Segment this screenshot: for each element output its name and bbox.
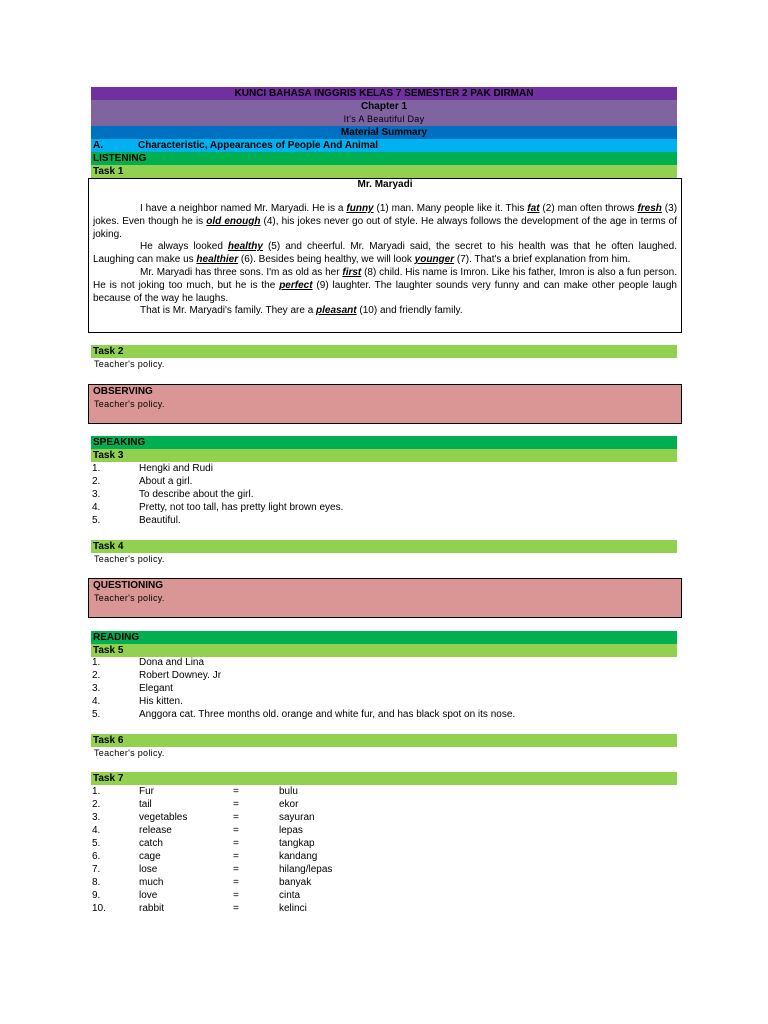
item-number: 9.	[92, 890, 101, 901]
observing-box	[88, 384, 682, 424]
text: (9) laughter. The laughter sounds very funny and can make other people laugh because of the way he laughs.	[93, 279, 677, 304]
meaning: hilang/lepas	[279, 864, 333, 875]
answer-10: pleasant	[316, 305, 357, 316]
item-number: 2.	[92, 476, 101, 487]
questioning-text: Teacher's policy.	[94, 593, 165, 603]
text: (4), his jokes never go out of style. He always follows the development of the age in terms of joking.	[93, 215, 677, 240]
item-number: 1.	[92, 657, 101, 668]
item-number: 3.	[92, 489, 101, 500]
questioning-heading: QUESTIONING	[93, 580, 164, 591]
word: love	[139, 890, 158, 901]
word: cage	[139, 851, 161, 862]
task-1-heading: Task 1	[91, 165, 677, 178]
text: Mr. Maryadi has three sons. I'm as old as her	[140, 267, 343, 278]
answer-7: younger	[414, 253, 455, 265]
item-number: 5.	[92, 838, 101, 849]
text: (3) jokes. Even though he is	[93, 203, 678, 227]
item-text: Robert Downey. Jr	[139, 670, 222, 681]
text: (6). Besides being healthy, we will look	[238, 253, 415, 265]
answer-8: first	[342, 267, 362, 278]
meaning: kandang	[279, 851, 318, 862]
item-number: 10.	[92, 903, 106, 914]
listening-heading: LISTENING	[91, 152, 677, 165]
text: (2) man often throws	[539, 203, 638, 214]
chapter-title: It's A Beautiful Day	[91, 113, 677, 126]
equals: =	[233, 838, 239, 849]
section-a-title: Characteristic, Appearances of People And Animal	[138, 140, 379, 151]
task-7-heading: Task 7	[91, 772, 677, 785]
equals: =	[233, 890, 239, 901]
item-number: 4.	[92, 825, 101, 836]
word: catch	[139, 838, 163, 849]
task-4-heading: Task 4	[91, 540, 677, 553]
task-2-heading: Task 2	[91, 345, 677, 358]
meaning: tangkap	[279, 838, 315, 849]
observing-text: Teacher's policy.	[94, 399, 165, 409]
item-text: Beautiful.	[139, 515, 181, 526]
section-a-letter: A.	[93, 140, 103, 151]
task-5-heading: Task 5	[91, 644, 677, 657]
item-number: 3.	[92, 683, 101, 694]
task-2-section	[91, 345, 677, 370]
meaning: sayuran	[279, 812, 315, 823]
task-6-text: Teacher's policy.	[94, 748, 165, 758]
equals: =	[233, 877, 239, 888]
section-a	[91, 139, 677, 152]
task-4-text: Teacher's policy.	[94, 554, 165, 564]
word: vegetables	[139, 812, 188, 823]
story-title: Mr. Maryadi	[357, 179, 413, 190]
story-paragraph-2	[93, 241, 677, 267]
answer-1: funny	[346, 203, 374, 214]
material-summary: Material Summary	[91, 126, 677, 139]
text: (10) and friendly family.	[356, 305, 463, 316]
meaning: banyak	[279, 877, 312, 888]
word: lose	[139, 864, 158, 875]
story-paragraph-1	[93, 203, 677, 241]
item-number: 1.	[92, 786, 101, 797]
equals: =	[233, 786, 239, 797]
item-number: 4.	[92, 502, 101, 513]
document-header	[91, 87, 677, 178]
item-number: 5.	[92, 515, 101, 526]
observing-heading: OBSERVING	[93, 386, 153, 397]
text: (7). That's a brief explanation from him.	[454, 253, 631, 265]
answer-2: fat	[527, 203, 540, 214]
equals: =	[233, 812, 239, 823]
item-text: Anggora cat. Three months old. orange and white fur, and has black spot on its nose.	[139, 709, 516, 720]
item-text: His kitten.	[139, 696, 183, 707]
word: rabbit	[139, 903, 165, 914]
task-6-heading: Task 6	[91, 734, 677, 747]
reading-section	[91, 631, 677, 657]
text: (5) and cheerful. Mr. Maryadi said, the secret to his health was that he often laughed. Laughing can make us	[93, 241, 677, 265]
meaning: ekor	[279, 799, 299, 810]
item-number: 5.	[92, 709, 101, 720]
text: I have a neighbor named Mr. Maryadi. He is a	[140, 203, 347, 214]
meaning: lepas	[279, 825, 303, 836]
task-6-section	[91, 734, 677, 759]
reading-heading: READING	[91, 631, 677, 644]
answer-6: healthier	[196, 253, 239, 265]
equals: =	[233, 851, 239, 862]
meaning: bulu	[279, 786, 298, 797]
answer-5: healthy	[227, 241, 263, 252]
word: tail	[139, 799, 152, 810]
equals: =	[233, 864, 239, 875]
item-text: Dona and Lina	[139, 657, 205, 668]
chapter-label: Chapter 1	[91, 100, 677, 113]
item-number: 2.	[92, 799, 101, 810]
text: He always looked	[140, 241, 228, 252]
speaking-section	[91, 436, 677, 462]
meaning: kelinci	[279, 903, 307, 914]
questioning-box	[88, 578, 682, 618]
equals: =	[233, 825, 239, 836]
item-text: Elegant	[139, 683, 173, 694]
item-number: 3.	[92, 812, 101, 823]
item-number: 8.	[92, 877, 101, 888]
text: That is Mr. Maryadi's family. They are a	[140, 305, 317, 316]
doc-title: KUNCI BAHASA INGGRIS KELAS 7 SEMESTER 2 PAK DIRMAN	[91, 87, 677, 100]
equals: =	[233, 903, 239, 914]
item-text: Hengki and Rudi	[139, 463, 213, 474]
text: (8) child. His name is Imron. Like his father, Imron is also a fun person. He is not joking too much, but he is the	[93, 267, 677, 291]
meaning: cinta	[279, 890, 301, 901]
word: much	[139, 877, 164, 888]
task-7-section	[91, 772, 677, 785]
item-number: 1.	[92, 463, 101, 474]
text: (1) man. Many people like it. This	[373, 203, 528, 214]
story-paragraph-4	[93, 305, 677, 318]
story-paragraph-3	[93, 267, 677, 305]
item-number: 6.	[92, 851, 101, 862]
item-number: 4.	[92, 696, 101, 707]
answer-3: fresh	[637, 203, 662, 214]
item-text: To describe about the girl.	[139, 489, 254, 500]
item-number: 7.	[92, 864, 101, 875]
answer-9: perfect	[279, 279, 313, 291]
task-4-section	[91, 540, 677, 565]
equals: =	[233, 799, 239, 810]
speaking-heading: SPEAKING	[91, 436, 677, 449]
item-number: 2.	[92, 670, 101, 681]
word: Fur	[139, 786, 154, 797]
word: release	[139, 825, 172, 836]
task-2-text: Teacher's policy.	[94, 359, 165, 369]
task-3-heading: Task 3	[91, 449, 677, 462]
story-box	[88, 178, 682, 333]
item-text: About a girl.	[139, 476, 193, 487]
item-text: Pretty, not too tall, has pretty light brown eyes.	[139, 502, 344, 513]
answer-4: old enough	[206, 215, 261, 227]
